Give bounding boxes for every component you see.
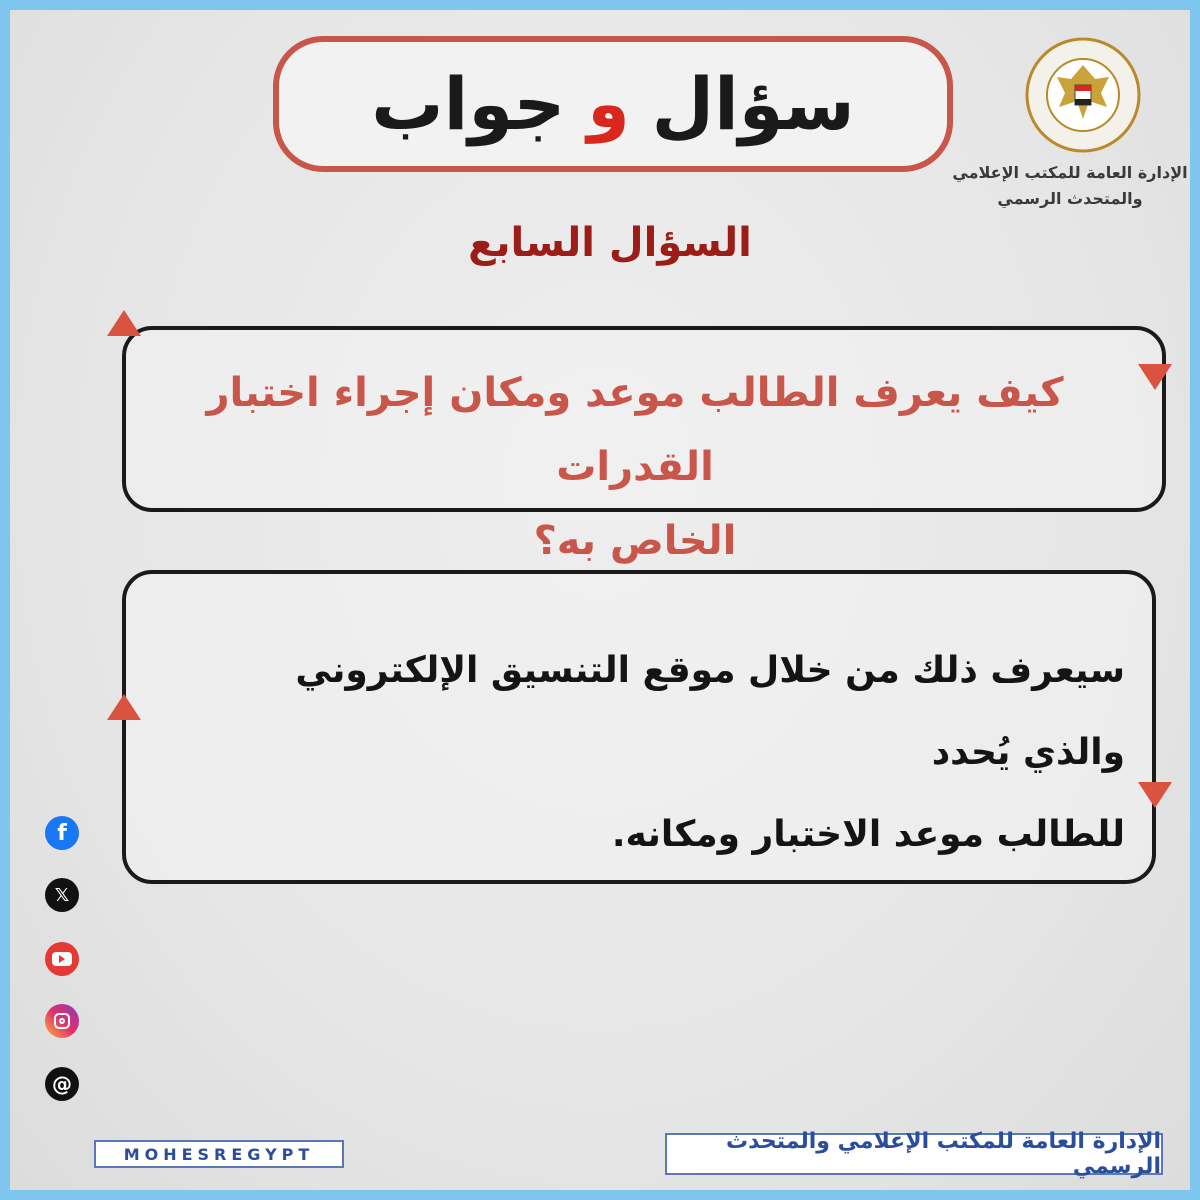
question-number-heading: السؤال السابع (468, 220, 752, 266)
ministry-seal-logo (1023, 35, 1143, 155)
organization-name (950, 160, 1190, 212)
facebook-icon[interactable]: f (45, 816, 79, 850)
footer-handle: MOHESREGYPT (94, 1140, 344, 1168)
answer-line1: سيعرف ذلك من خلال موقع التنسيق الإلكتروني والذي يُحدد (295, 650, 1125, 773)
organization-name-line2: والمتحدث الرسمي (997, 189, 1143, 208)
title-word-question: سؤال (651, 62, 855, 146)
question-text (170, 356, 1100, 578)
triangle-down-decoration (1138, 364, 1172, 390)
title-conjunction: و (587, 64, 630, 144)
title-word-answer: جواب (371, 62, 566, 146)
triangle-down-decoration (1138, 782, 1172, 808)
x-icon[interactable]: 𝕏 (45, 878, 79, 912)
triangle-up-decoration (107, 310, 141, 336)
youtube-icon[interactable] (45, 942, 79, 976)
question-line1: كيف يعرف الطالب موعد ومكان إجراء اختبار القدرات (206, 370, 1064, 490)
question-line2: الخاص به؟ (533, 518, 737, 564)
answer-line2: للطالب موعد الاختبار ومكانه. (611, 814, 1125, 855)
organization-name-line1: الإدارة العامة للمكتب الإعلامي (952, 163, 1188, 182)
title-banner (273, 36, 953, 172)
triangle-up-decoration (107, 694, 141, 720)
threads-icon[interactable]: @ (45, 1067, 79, 1101)
footer-organization: الإدارة العامة للمكتب الإعلامي والمتحدث الرسمي (665, 1133, 1163, 1175)
instagram-icon[interactable] (45, 1004, 79, 1038)
answer-text (185, 630, 1125, 876)
